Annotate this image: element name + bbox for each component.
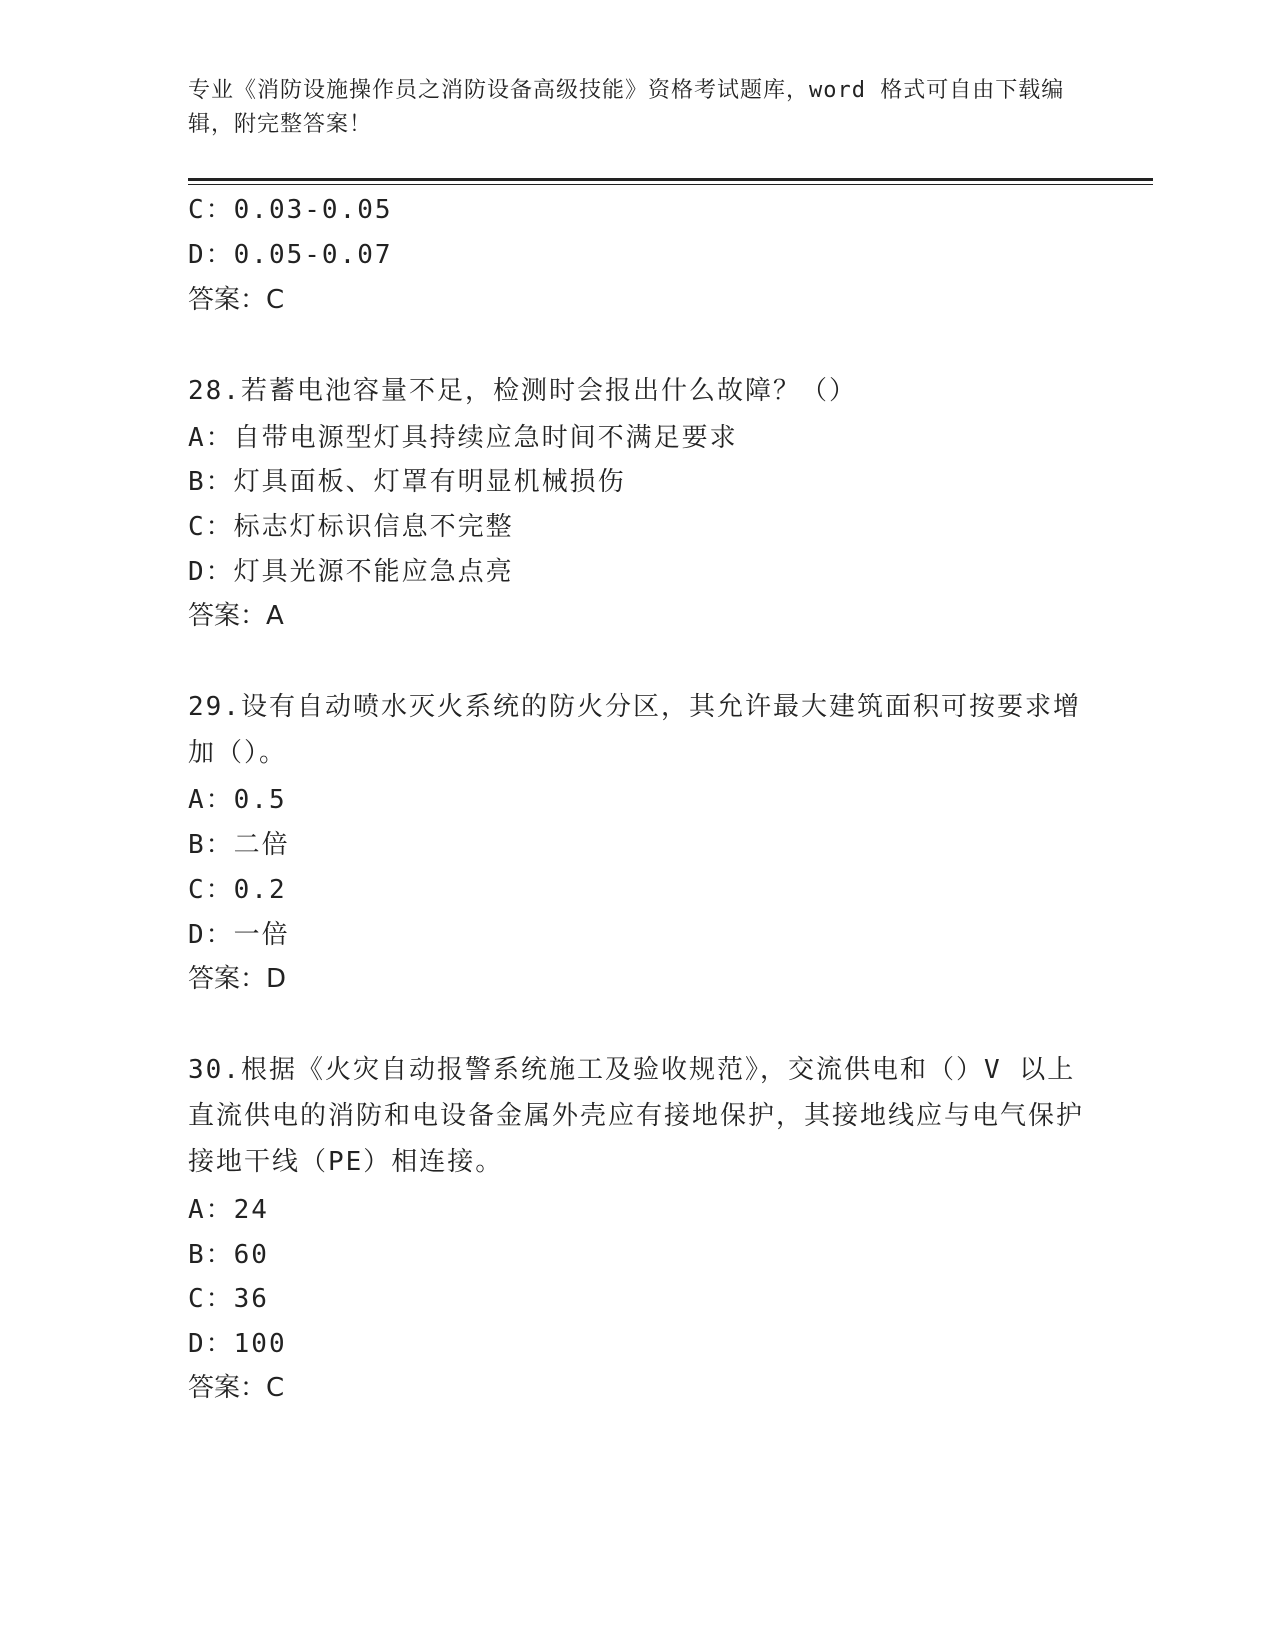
option-c: C：0.03-0.05 (188, 195, 393, 225)
option-d: D：0.05-0.07 (188, 240, 393, 270)
question-30-option-b: B：60 (188, 1240, 269, 1270)
question-28-option-a: A：自带电源型灯具持续应急时间不满足要求 (188, 423, 738, 453)
question-30-option-a: A：24 (188, 1195, 269, 1225)
question-28-option-c: C：标志灯标识信息不完整 (188, 512, 514, 542)
question-30-option-c: C：36 (188, 1284, 269, 1314)
question-30-text: 30.根据《火灾自动报警系统施工及验收规范》，交流供电和（）V 以上直流供电的消防和电设备金属外壳应有接地保护，其接地线应与电气保护接地干线（PE）相连接。 (188, 1055, 1085, 1177)
question-30-option-d: D：100 (188, 1329, 287, 1359)
question-29-text: 29.设有自动喷水灭火系统的防火分区，其允许最大建筑面积可按要求增加（）。 (188, 692, 1081, 768)
document-header: 专业《消防设施操作员之消防设备高级技能》资格考试题库，word 格式可自由下载编辑，附完整答案！ (188, 78, 1065, 137)
question-30-answer: 答案：C (188, 1373, 285, 1403)
question-29-option-c: C：0.2 (188, 875, 287, 905)
question-29-option-b: B：二倍 (188, 830, 290, 860)
question-29-option-d: D：一倍 (188, 920, 290, 950)
header-rule-thin (188, 184, 1153, 185)
header-rule-thick (188, 178, 1153, 181)
question-28-option-d: D：灯具光源不能应急点亮 (188, 557, 514, 587)
question-29-answer: 答案：D (188, 964, 287, 994)
question-28-option-b: B：灯具面板、灯罩有明显机械损伤 (188, 467, 626, 497)
question-28-answer: 答案：A (188, 601, 284, 631)
question-29-option-a: A：0.5 (188, 785, 287, 815)
answer: 答案：C (188, 285, 285, 315)
question-28-text: 28.若蓄电池容量不足，检测时会报出什么故障？（） (188, 376, 857, 406)
